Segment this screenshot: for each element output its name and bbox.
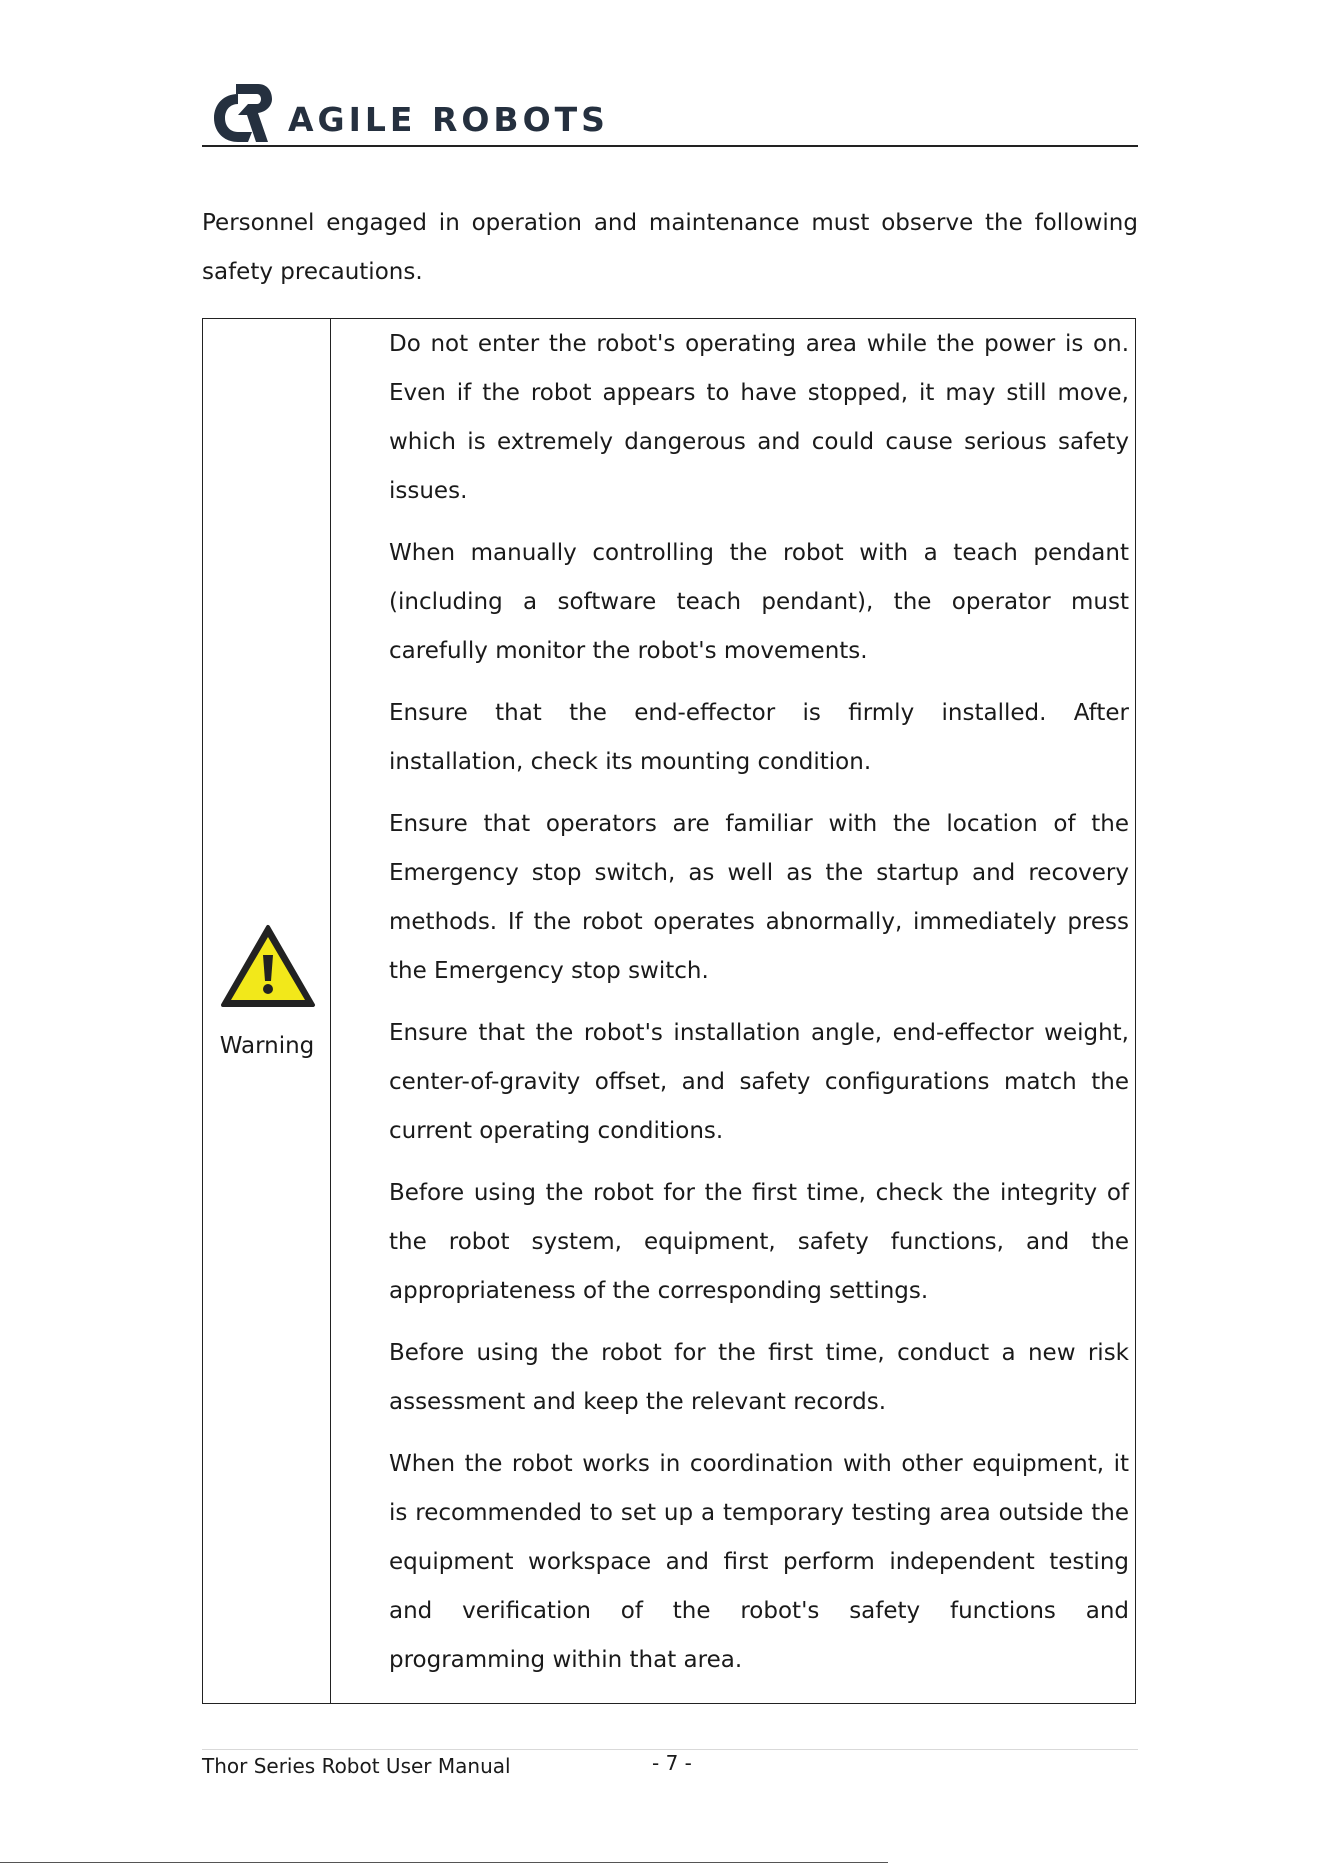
header-divider (202, 145, 1138, 147)
warning-paragraph: Ensure that the robot's installation angle, end-effector weight, center-of-gravity offset, and safety configurations match the current operating conditions. (389, 1020, 1129, 1144)
warning-paragraph: Ensure that operators are familiar with the location of the Emergency stop switch, as well as the startup and recovery methods. If the robot operates abnormally, immediately press the Emergency stop switch. (389, 811, 1129, 984)
warning-paragraph: Before using the robot for the first time, check the integrity of the robot system, equipment, safety functions, and the appropriateness of the corresponding settings. (389, 1180, 1129, 1304)
warning-paragraph: Before using the robot for the first time, conduct a new risk assessment and keep the relevant records. (389, 1340, 1129, 1415)
warning-table (202, 318, 1136, 1704)
warning-triangle-icon (219, 923, 317, 1011)
page-number: - 7 - (652, 1751, 692, 1775)
page-header (202, 76, 1138, 146)
intro-text: Personnel engaged in operation and maintenance must observe the following safety precautions. (202, 210, 1138, 285)
footer-divider (202, 1749, 1138, 1750)
warning-paragraph: Ensure that the end-effector is firmly installed. After installation, check its mounting condition. (389, 700, 1129, 775)
brand-name: AGILE ROBOTS (288, 100, 609, 139)
warning-content-cell (389, 319, 1129, 1685)
agile-robots-logo-icon (208, 80, 274, 146)
warning-label-cell (203, 319, 331, 1703)
warning-paragraph: When manually controlling the robot with a teach pendant (including a software teach pendant), the operator must carefully monitor the robot's movements. (389, 540, 1129, 664)
warning-label: Warning (219, 1033, 315, 1059)
bottom-divider (0, 1862, 888, 1863)
footer-title: Thor Series Robot User Manual (202, 1754, 511, 1778)
warning-paragraph: When the robot works in coordination with other equipment, it is recommended to set up a temporary testing area outside the equipment workspace and first perform independent testing and verification of the robot's safety functions and programming within that area. (389, 1451, 1129, 1673)
warning-paragraph: Do not enter the robot's operating area while the power is on. Even if the robot appears to have stopped, it may still move, which is extremely dangerous and could cause serious safety issues. (389, 331, 1129, 504)
